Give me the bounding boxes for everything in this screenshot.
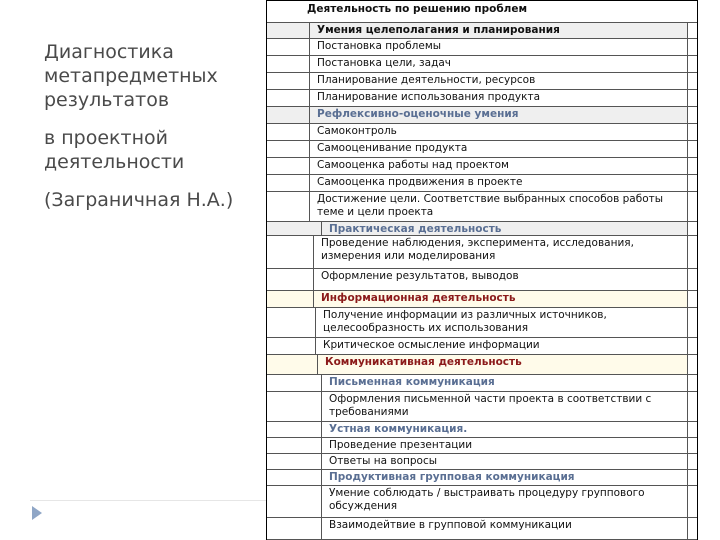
- row-score-cell: [687, 56, 697, 72]
- row-left-cell: [267, 23, 310, 38]
- row-left-cell: [267, 422, 322, 437]
- row-score-cell: [687, 392, 697, 421]
- row-score-cell: [687, 222, 697, 235]
- row-left-cell: [267, 107, 310, 123]
- row-left-cell: [267, 338, 316, 354]
- table-row: [267, 291, 697, 308]
- slide-title-block: [44, 40, 259, 212]
- row-left-cell: [267, 375, 322, 391]
- row-left-cell: [267, 486, 322, 517]
- row-left-cell: [267, 454, 322, 469]
- table-row: [267, 392, 697, 422]
- row-left-cell: [267, 355, 318, 374]
- table-row-text: Рефлексивно-оценочные умения: [317, 108, 519, 120]
- row-score-cell: [687, 90, 697, 106]
- row-score-cell: [687, 107, 697, 123]
- row-score-cell: [687, 518, 697, 539]
- title-line-1: Диагностика: [44, 41, 174, 63]
- table-row: [267, 73, 697, 90]
- table-row-text: Самооценка работы над проектом: [317, 159, 509, 171]
- table-row-text: Письменная коммуникация: [329, 376, 495, 388]
- table-row-text: Достижение цели. Соответствие выбранных способов работы теме и цели проекта: [317, 193, 664, 218]
- table-row: [267, 338, 697, 355]
- row-score-cell: [687, 192, 697, 221]
- table-row-text: Оформление результатов, выводов: [321, 270, 519, 282]
- row-left-cell: [267, 291, 314, 307]
- table-row-text: Коммуникативная деятельность: [325, 356, 522, 368]
- row-left-cell: [267, 158, 310, 174]
- row-score-cell: [687, 375, 697, 391]
- table-row: [267, 355, 697, 375]
- table-row: [267, 269, 697, 291]
- table-row: [267, 90, 697, 107]
- title-line-2: метапредметных: [44, 65, 218, 87]
- row-score-cell: [687, 175, 697, 191]
- row-score-cell: [687, 23, 697, 38]
- table-row: [267, 486, 697, 518]
- row-score-cell: [687, 470, 697, 485]
- title-line-3: результатов: [44, 89, 170, 111]
- row-score-cell: [687, 158, 697, 174]
- table-row-text: Постановка цели, задач: [317, 57, 451, 69]
- table-row-text: Информационная деятельность: [321, 292, 516, 304]
- row-left-cell: [267, 73, 310, 89]
- table-row-text: Взаимодейтвие в групповой коммуникации: [329, 519, 572, 531]
- table-row-text: Продуктивная групповая коммуникация: [329, 471, 575, 483]
- row-score-cell: [687, 124, 697, 140]
- table-row: [267, 175, 697, 192]
- author-line: (Заграничная Н.А.): [44, 189, 234, 211]
- row-left-cell: [267, 236, 314, 268]
- table-row: [267, 23, 697, 39]
- row-score-cell: [687, 355, 697, 374]
- table-row: [267, 56, 697, 73]
- table-row: [267, 158, 697, 175]
- row-left-cell: [267, 141, 310, 157]
- row-score-cell: [687, 291, 697, 307]
- table-row: [267, 308, 697, 338]
- table-row-text: Планирование использования продукта: [317, 91, 541, 103]
- row-score-cell: [687, 422, 697, 437]
- table-row-text: Ответы на вопросы: [329, 455, 438, 467]
- row-left-cell: [267, 39, 310, 55]
- row-left-cell: [267, 90, 310, 106]
- footer-divider: [30, 500, 270, 501]
- table-row-text: Проведение наблюдения, эксперимента, исследования, измерения или моделирования: [321, 237, 634, 262]
- table-row: [267, 454, 697, 470]
- row-left-cell: [267, 124, 310, 140]
- row-left-cell: [267, 192, 310, 221]
- table-row-text: Самоконтроль: [317, 125, 397, 137]
- row-score-cell: [687, 73, 697, 89]
- criteria-table: [266, 0, 698, 540]
- table-row-text: Умения целеполагания и планирования: [317, 24, 560, 36]
- row-left-cell: [267, 56, 310, 72]
- table-row: [267, 222, 697, 236]
- row-score-cell: [687, 308, 697, 337]
- slide-marker-icon: [32, 506, 42, 520]
- row-score-cell: [687, 454, 697, 469]
- subtitle-line-1: в проектной: [44, 127, 168, 149]
- table-row: [267, 236, 697, 269]
- table-row: [267, 141, 697, 158]
- table-row-text: Планирование деятельности, ресурсов: [317, 74, 536, 86]
- table-row-text: Самооценка продвижения в проекте: [317, 176, 523, 188]
- table-row: [267, 124, 697, 141]
- row-left-cell: [267, 518, 322, 539]
- row-left-cell: [267, 175, 310, 191]
- table-row: [267, 192, 697, 222]
- row-score-cell: [687, 236, 697, 268]
- table-row-text: Самооценивание продукта: [317, 142, 468, 154]
- table-row-text: Оформления письменной части проекта в соответствии с требованиями: [329, 393, 652, 418]
- table-row-text: Постановка проблемы: [317, 40, 442, 52]
- table-row: [267, 470, 697, 486]
- row-left-cell: [267, 308, 316, 337]
- table-row: [267, 518, 697, 540]
- table-row: [267, 422, 697, 438]
- table-row: [267, 107, 697, 124]
- table-header: [267, 1, 697, 23]
- table-row-text: Устная коммуникация.: [329, 423, 468, 435]
- table-row-text: Умение соблюдать / выстраивать процедуру группового обсуждения: [329, 487, 645, 512]
- table-row: [267, 438, 697, 454]
- table-header-text: Деятельность по решению проблем: [307, 3, 528, 15]
- table-row-text: Практическая деятельность: [329, 223, 502, 235]
- table-row-text: Критическое осмысление информации: [323, 339, 540, 351]
- row-score-cell: [687, 39, 697, 55]
- table-row: [267, 375, 697, 392]
- row-score-cell: [687, 486, 697, 517]
- row-score-cell: [687, 338, 697, 354]
- row-left-cell: [267, 470, 322, 485]
- subtitle-line-2: деятельности: [44, 151, 185, 173]
- table-row-text: Проведение презентации: [329, 439, 473, 451]
- row-score-cell: [687, 269, 697, 290]
- row-left-cell: [267, 392, 322, 421]
- row-left-cell: [267, 438, 322, 453]
- row-score-cell: [687, 141, 697, 157]
- row-left-cell: [267, 222, 322, 235]
- table-row-text: Получение информации из различных источников, целесообразность их использования: [323, 309, 607, 334]
- table-row: [267, 39, 697, 56]
- row-score-cell: [687, 438, 697, 453]
- row-left-cell: [267, 269, 314, 290]
